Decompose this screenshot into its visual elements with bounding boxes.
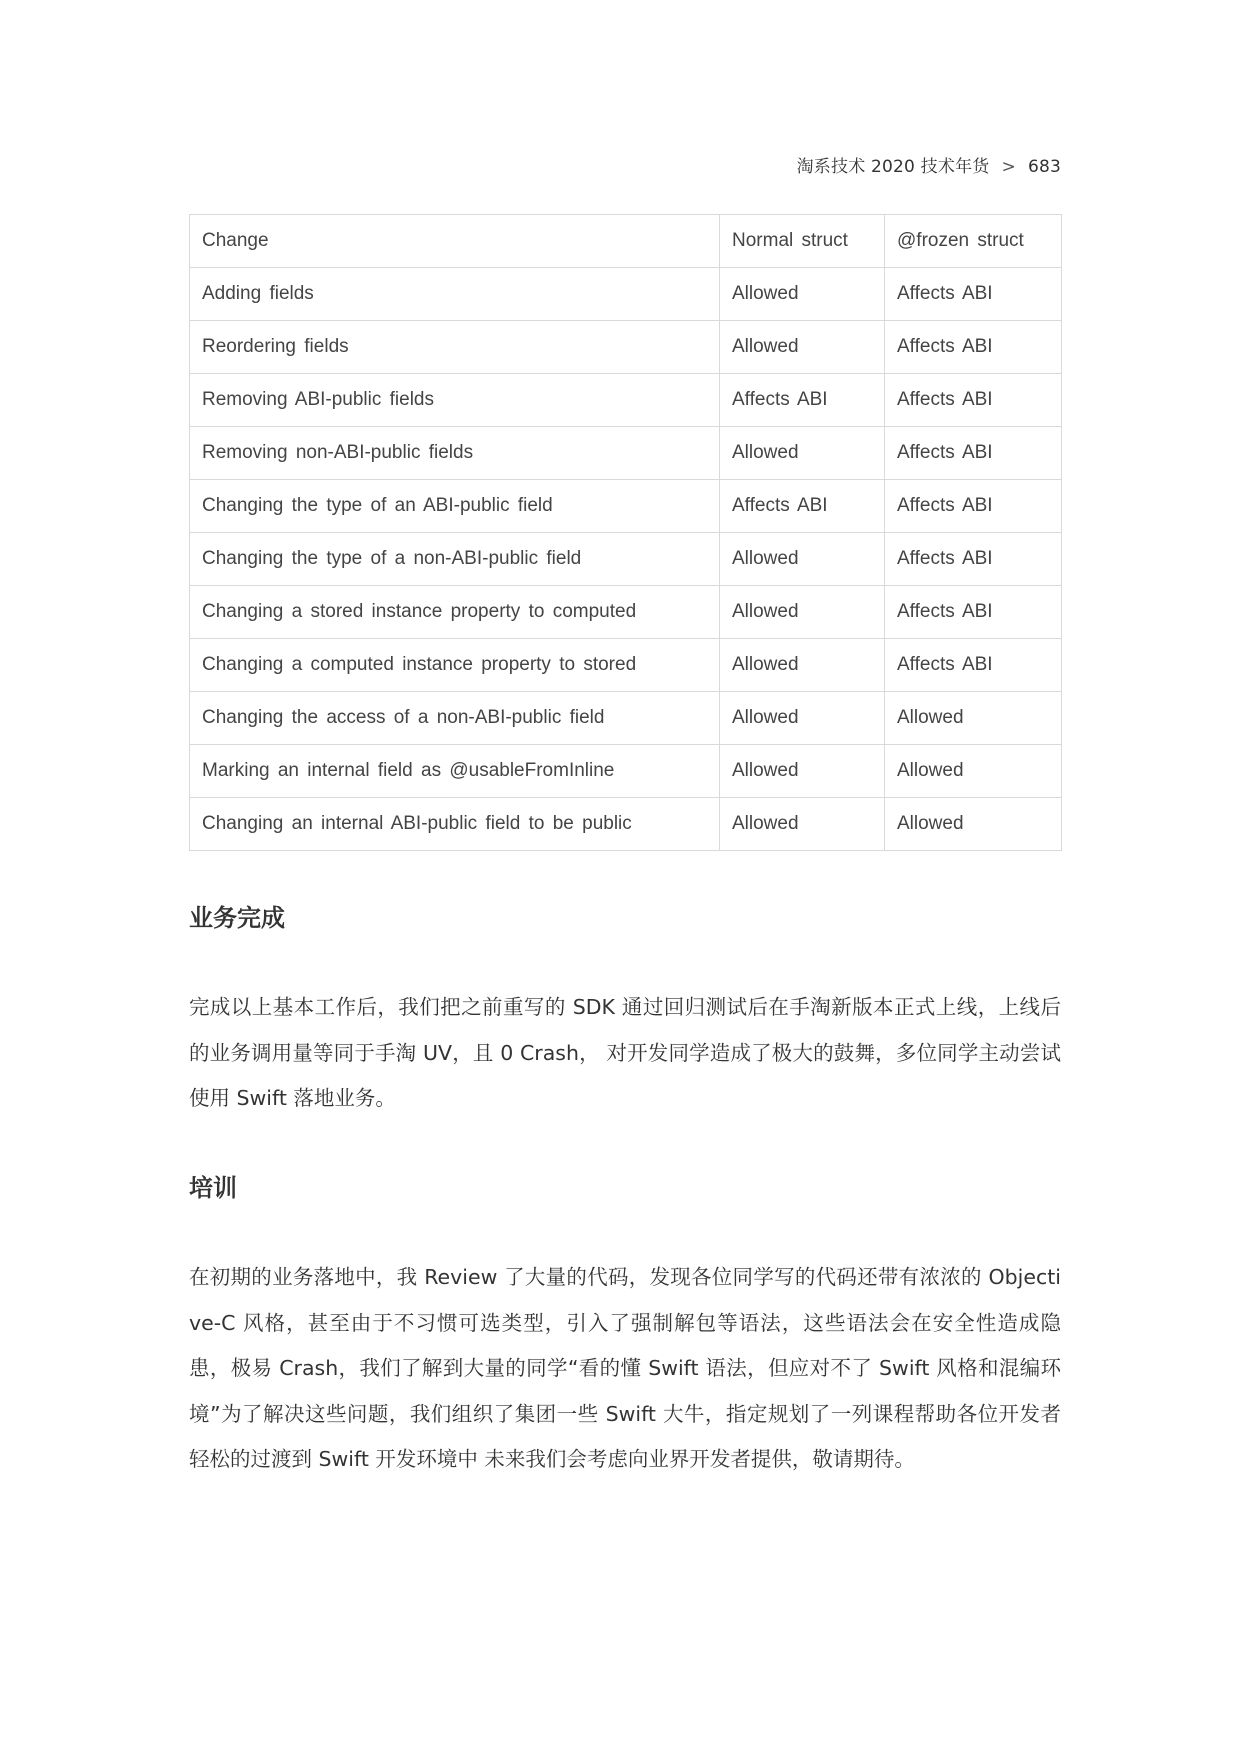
table-cell: Allowed — [885, 692, 1062, 745]
table-header-cell: Normal struct — [720, 215, 885, 268]
table-row — [190, 480, 1062, 533]
table-cell: Removing ABI-public fields — [190, 374, 720, 427]
header-separator: > — [1001, 157, 1016, 177]
table-cell: Affects ABI — [720, 480, 885, 533]
page-number: 683 — [1027, 157, 1061, 177]
table-cell: Reordering fields — [190, 321, 720, 374]
table-cell: Changing the type of a non-ABI-public field — [190, 533, 720, 586]
table-row — [190, 533, 1062, 586]
table-cell: Adding fields — [190, 268, 720, 321]
table-cell: Affects ABI — [885, 586, 1062, 639]
table-row — [190, 639, 1062, 692]
table-row — [190, 798, 1062, 851]
table-header-cell: @frozen struct — [885, 215, 1062, 268]
section-paragraph-training: 在初期的业务落地中，我 Review 了大量的代码，发现各位同学写的代码还带有浓浓的 Objective-C 风格，甚至由于不习惯可选类型，引入了强制解包等语法，这些语法会在安全性造成隐患，极易 Crash，我们了解到大量的同学“看的懂 Swift 语法，但应对不了 Swift 风格和混编环境”为了解决这些问题，我们组织了集团一些 Swift 大牛，指定规划了一列课程帮助各位开发者轻松的过渡到 Swift 开发环境中 未来我们会考虑向业界开发者提供，敬请期待。 — [189, 1265, 1061, 1471]
table-cell: Removing non-ABI-public fields — [190, 427, 720, 480]
table-cell: Affects ABI — [885, 427, 1062, 480]
table-row — [190, 374, 1062, 427]
section-heading-training: 培训 — [189, 1174, 237, 1202]
abi-compatibility-table — [189, 214, 1062, 851]
table-row — [190, 268, 1062, 321]
table-row — [190, 692, 1062, 745]
table-cell: Affects ABI — [885, 639, 1062, 692]
table-cell: Changing a stored instance property to computed — [190, 586, 720, 639]
table-cell: Affects ABI — [885, 321, 1062, 374]
table-cell: Allowed — [720, 268, 885, 321]
table-cell: Allowed — [720, 745, 885, 798]
table-cell: Affects ABI — [720, 374, 885, 427]
table-cell: Changing an internal ABI-public field to be public — [190, 798, 720, 851]
table-cell: Allowed — [720, 533, 885, 586]
table-cell: Changing the access of a non-ABI-public field — [190, 692, 720, 745]
table-cell: Changing a computed instance property to stored — [190, 639, 720, 692]
section-paragraph-business-complete: 完成以上基本工作后，我们把之前重写的 SDK 通过回归测试后在手淘新版本正式上线，上线后的业务调用量等同于手淘 UV，且 0 Crash， 对开发同学造成了极大的鼓舞，多位同学主动尝试使用 Swift 落地业务。 — [189, 995, 1061, 1110]
table-cell: Affects ABI — [885, 480, 1062, 533]
table-header-cell: Change — [190, 215, 720, 268]
table-header-row — [190, 215, 1062, 268]
table-cell: Allowed — [720, 692, 885, 745]
table-cell: Affects ABI — [885, 374, 1062, 427]
table-cell: Allowed — [720, 586, 885, 639]
table-cell: Marking an internal field as @usableFromInline — [190, 745, 720, 798]
table-row — [190, 321, 1062, 374]
table-cell: Affects ABI — [885, 533, 1062, 586]
table-cell: Allowed — [720, 427, 885, 480]
table-cell: Allowed — [720, 798, 885, 851]
table-cell: Changing the type of an ABI-public field — [190, 480, 720, 533]
table-cell: Allowed — [720, 321, 885, 374]
table-cell: Allowed — [885, 798, 1062, 851]
table-row — [190, 745, 1062, 798]
table-row — [190, 427, 1062, 480]
header-title: 淘系技术 2020 技术年货 — [796, 157, 990, 177]
table-cell: Allowed — [885, 745, 1062, 798]
table-row — [190, 586, 1062, 639]
page-header — [797, 152, 1061, 177]
section-heading-business-complete: 业务完成 — [189, 904, 285, 932]
table-cell: Allowed — [720, 639, 885, 692]
table-cell: Affects ABI — [885, 268, 1062, 321]
